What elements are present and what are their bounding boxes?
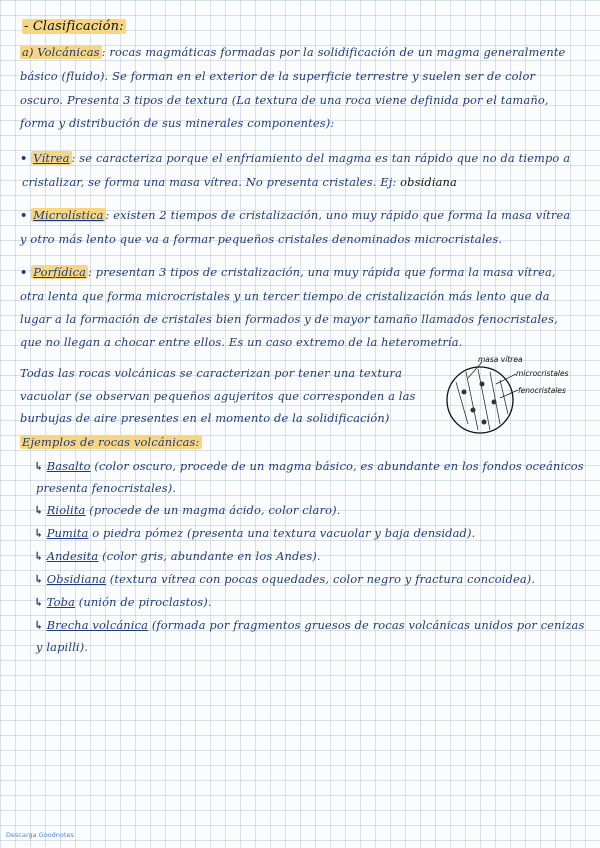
porfidica-text-1: : presentan 3 tipos de cristalización, una muy rápida que forma la masa vítrea,	[88, 265, 556, 279]
vitrea-text-1: : se caracteriza porque el enfriamiento del magma es tan rápido que no da tiempo a	[71, 151, 571, 165]
ejemplos-title-line	[20, 433, 202, 451]
ejemplo-brecha-line-2: y lapilli).	[36, 640, 89, 654]
todas-line-2: vacuolar (se observan pequeños agujeritos que corresponden a las	[20, 389, 416, 403]
ejemplo-andesita	[34, 547, 321, 565]
rock-circle	[447, 367, 513, 433]
ejemplo-name: Andesita	[46, 549, 99, 563]
ejemplo-name: Brecha volcánica	[46, 618, 149, 632]
section-heading	[22, 18, 126, 36]
arrow-icon: ↳	[34, 618, 44, 632]
volcanicas-line-2: básico (fluido). Se forman en el exterior de la superficie terrestre y suelen ser de color	[20, 69, 536, 83]
heading-dash: -	[24, 19, 33, 34]
ejemplo-obsidiana	[34, 570, 535, 588]
label-fenocristales: fenocristales	[518, 386, 566, 395]
ejemplo-brecha	[34, 616, 585, 634]
ejemplo-name: Obsidiana	[46, 572, 107, 586]
heading-text: Clasificación:	[32, 19, 124, 34]
arrow-icon: ↳	[34, 595, 44, 609]
volcanicas-label: a) Volcánicas	[22, 45, 100, 59]
ejemplo-toba	[34, 593, 212, 611]
ejemplo-desc: (textura vítrea con pocas oquedades, color negro y fractura concoidea).	[106, 572, 536, 586]
porfidica-line-1	[20, 263, 556, 281]
porfidica-label: Porfídica	[33, 265, 87, 279]
vitrea-label: Vítrea	[33, 151, 70, 165]
ejemplo-desc: (procede de un magma ácido, color claro).	[85, 503, 341, 517]
ejemplos-title: Ejemplos de rocas volcánicas:	[22, 435, 200, 449]
ejemplo-basalto-line-2: presenta fenocristales).	[36, 481, 177, 495]
microlitica-text-1: : existen 2 tiempos de cristalización, uno muy rápido que forma la masa vítrea	[105, 208, 571, 222]
arrow-icon: ↳	[34, 549, 44, 563]
porfidica-line-3: lugar a la formación de cristales bien formados y de mayor tamaño llamados fenocristales,	[20, 312, 558, 326]
ejemplo-name: Toba	[46, 595, 75, 609]
ejemplo-riolita	[34, 501, 340, 519]
vitrea-example: obsidiana	[400, 175, 457, 189]
vitrea-line-1	[20, 149, 570, 167]
todas-line-1: Todas las rocas volcánicas se caracterizan por tener una textura	[20, 366, 403, 380]
texture-diagram	[438, 352, 588, 442]
volcanicas-line-1	[20, 43, 565, 61]
ejemplo-desc: (formada por fragmentos gruesos de rocas volcánicas unidos por cenizas	[148, 618, 585, 632]
porfidica-bullet: •	[20, 265, 28, 279]
ejemplo-desc: (unión de piroclastos).	[74, 595, 212, 609]
microlitica-line-1	[20, 206, 570, 224]
porfidica-line-4: que no llegan a chocar entre ellos. Es un caso extremo de la heterometría.	[20, 335, 463, 349]
ejemplo-desc: (color gris, abundante en los Andes).	[98, 549, 321, 563]
volcanicas-line-3: oscuro. Presenta 3 tipos de textura (La textura de una roca viene definida por el tamaño,	[20, 93, 549, 107]
arrow-icon: ↳	[34, 526, 44, 540]
arrow-icon: ↳	[34, 503, 44, 517]
goodnotes-watermark: Descarga Goodnotes	[6, 831, 74, 839]
vitrea-bullet: •	[20, 151, 28, 165]
ejemplo-name: Pumita	[46, 526, 89, 540]
vitrea-line-2	[22, 173, 457, 191]
porfidica-line-2: otra lenta que forma microcristales y un tercer tiempo de cristalización más lento que da	[20, 289, 550, 303]
heading-highlight	[22, 19, 126, 34]
microlitica-bullet: •	[20, 208, 28, 222]
fenocristal-dots	[462, 382, 497, 425]
volcanicas-line-4: forma y distribución de sus minerales componentes):	[20, 116, 335, 130]
microlitica-line-2: y otro más lento que va a formar pequeños cristales denominados microcristales.	[20, 232, 503, 246]
microlitica-label: Microlística	[33, 208, 104, 222]
vitrea-text-2: cristalizar, se forma una masa vítrea. No presenta cristales. Ej:	[22, 175, 401, 189]
label-microcristales: microcristales	[516, 369, 569, 378]
ejemplo-desc: (color oscuro, procede de un magma básico, es abundante en los fondos oceánicos	[90, 459, 584, 473]
ejemplo-desc: o piedra pómez (presenta una textura vacuolar y baja densidad).	[88, 526, 476, 540]
arrow-icon: ↳	[34, 459, 44, 473]
volcanicas-text-1: : rocas magmáticas formadas por la solidificación de un magma generalmente	[101, 45, 566, 59]
ejemplo-basalto	[34, 457, 584, 475]
arrow-icon: ↳	[34, 572, 44, 586]
ejemplo-pumita	[34, 524, 475, 542]
ejemplo-name: Riolita	[46, 503, 86, 517]
ejemplo-name: Basalto	[46, 459, 91, 473]
todas-line-3: burbujas de aire presentes en el momento de la solidificación)	[20, 411, 390, 425]
label-masa-vitrea: masa vítrea	[478, 355, 523, 364]
